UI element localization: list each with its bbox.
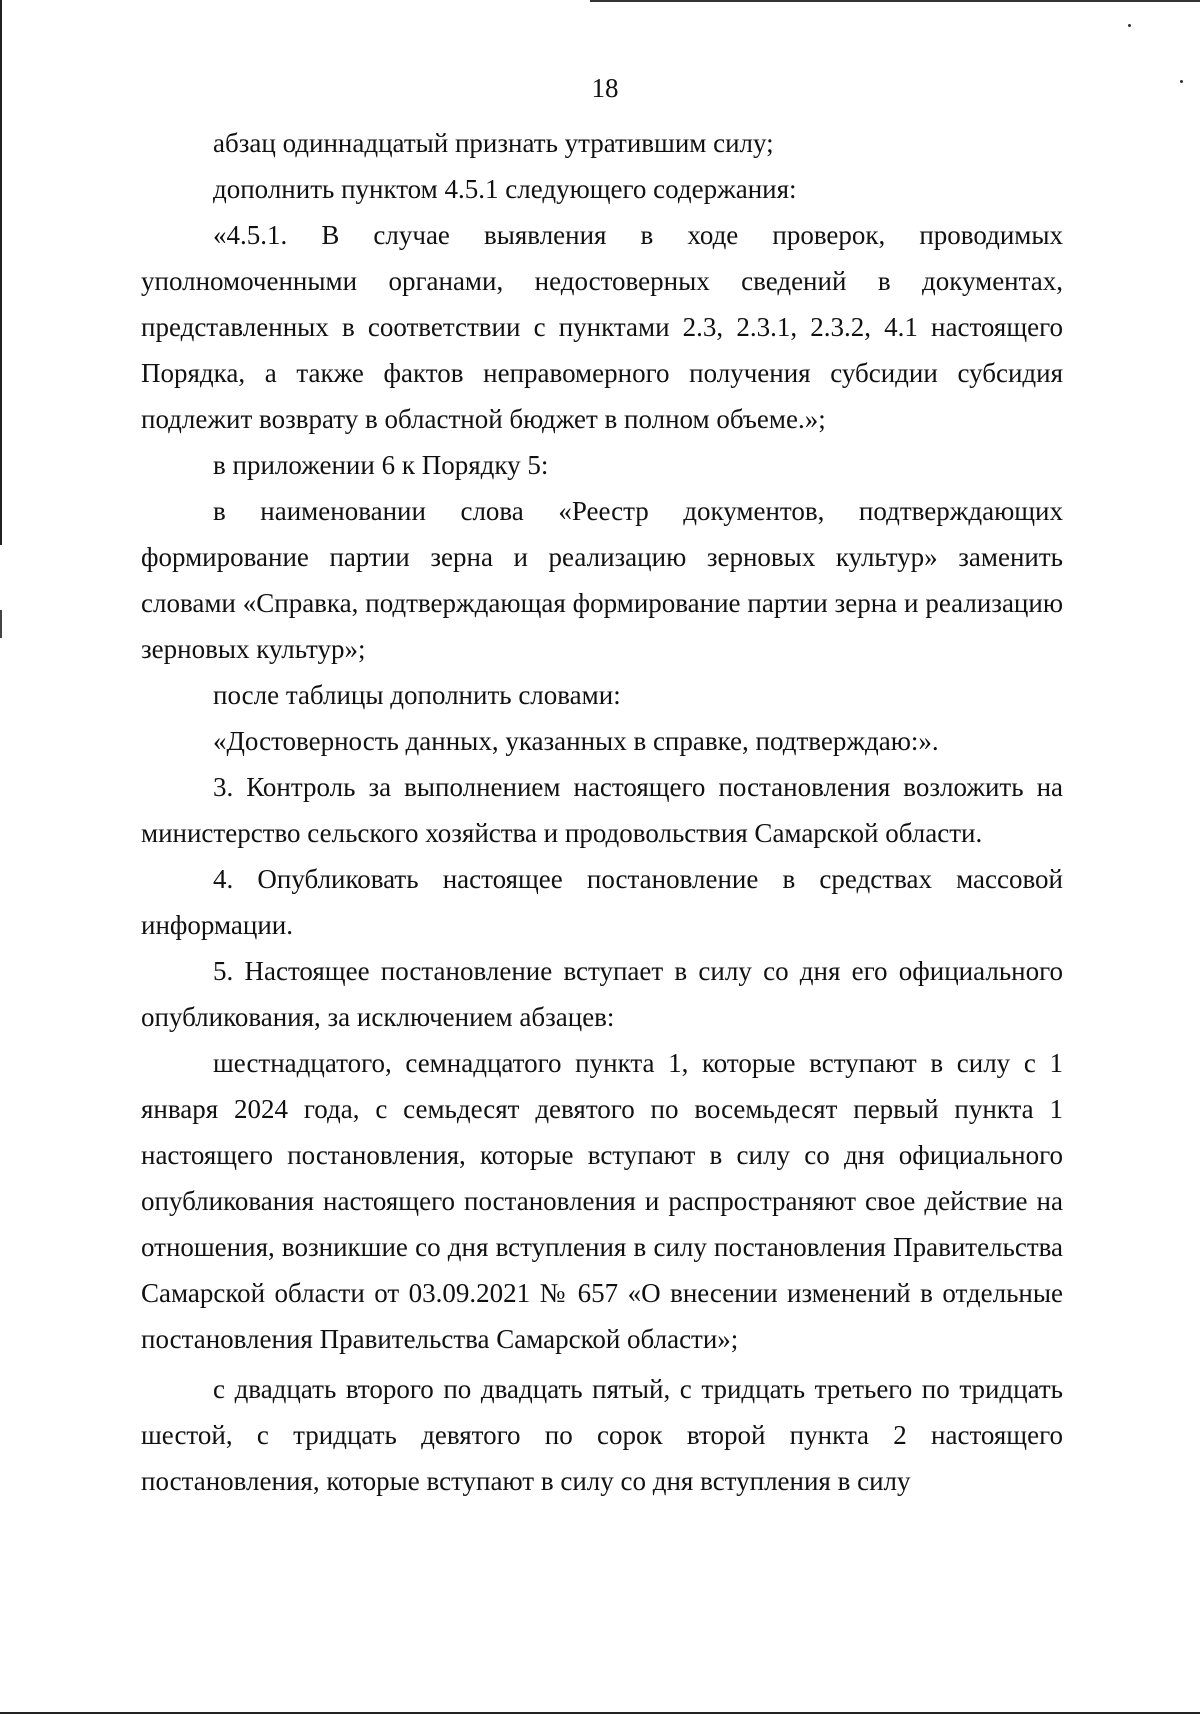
scan-edge-top [590, 0, 1200, 2]
paragraph: 4. Опубликовать настоящее постановление в средствах массовой информации. [141, 864, 1063, 940]
paragraph: абзац одиннадцатый признать утратившим силу; [213, 128, 774, 158]
paragraph: дополнить пунктом 4.5.1 следующего содержания: [213, 174, 797, 204]
paragraph: 3. Контроль за выполнением настоящего постановления возложить на министерство сельского хозяйства и продовольствия Самарской области. [141, 772, 1063, 848]
paragraph: после таблицы дополнить словами: [213, 680, 621, 710]
paragraph: в наименовании слова «Реестр документов, подтверждающих формирование партии зерна и реализацию зерновых культур» заменить словами «Справка, подтверждающая формирование партии зерна и реализацию зерновых культур»; [141, 496, 1063, 664]
document-body [141, 120, 1063, 1504]
paragraph: «Достоверность данных, указанных в справке, подтверждаю:». [213, 726, 939, 756]
scan-edge-left-mark [0, 610, 2, 638]
paragraph: «4.5.1. В случае выявления в ходе проверок, проводимых уполномоченными органами, недостоверных сведений в документах, представленных в соответствии с пунктами 2.3, 2.3.1, 2.3.2, 4.1 настоящего Порядка, а также фактов неправомерного получения субсидии субсидия подлежит возврату в областной бюджет в полном объеме.»; [141, 220, 1063, 434]
paragraph: в приложении 6 к Порядку 5: [213, 450, 549, 480]
scan-speck [1128, 24, 1131, 27]
page-number: 18 [591, 73, 619, 103]
scan-edge-bottom [0, 1712, 1200, 1714]
paragraph: шестнадцатого, семнадцатого пункта 1, которые вступают в силу с 1 января 2024 года, с семьдесят девятого по восемьдесят первый пункта 1 настоящего постановления, которые вступают в силу со дня официального опубликования настоящего постановления и распространяют свое действие на отношения, возникшие со дня вступления в силу постановления Правительства Самарской области от 03.09.2021 № 657 «О внесении изменений в отдельные постановления Правительства Самарской области»; [141, 1048, 1063, 1354]
paragraph: 5. Настоящее постановление вступает в силу со дня его официального опубликования, за исключением абзацев: [141, 956, 1063, 1032]
paragraph: с двадцать второго по двадцать пятый, с тридцать третьего по тридцать шестой, с тридцать девятого по сорок второй пункта 2 настоящего постановления, которые вступают в силу со дня вступления в силу [141, 1374, 1063, 1496]
